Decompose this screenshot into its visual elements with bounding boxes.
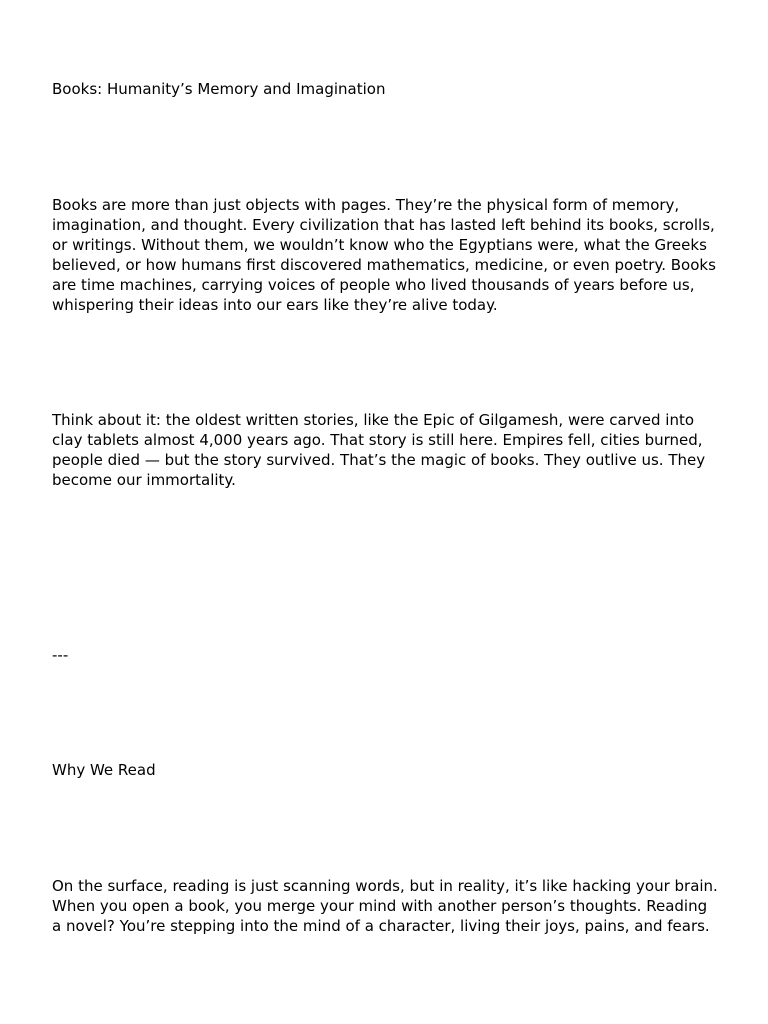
paragraph-books-memory: Books are more than just objects with pages. They’re the physical form of memory, imagination, and thought. Every civilization that has lasted left behind its books, scrolls, or writings. Without them, we wouldn’t know who the Egyptians were, what the Greeks believed, or how humans first discovered mathematics, medicine, or even poetry. Books are time machines, carrying voices of people who lived thousands of years before us, whispering their ideas into our ears like they’re alive today. [52,196,716,314]
document-title: Books: Humanity’s Memory and Imagination [52,80,386,98]
paragraph-why-we-read: On the surface, reading is just scanning words, but in reality, it’s like hacking your brain. When you open a book, you merge your mind with another person’s thoughts. Reading a novel? You’re stepping into the mind of a character, living their joys, pains, and fears. [52,877,718,935]
section-heading: Why We Read [52,761,156,779]
paragraph-gilgamesh: Think about it: the oldest written stories, like the Epic of Gilgamesh, were carved into clay tablets almost 4,000 years ago. That story is still here. Empires fell, cities burned, people died — but the story survived. That’s the magic of books. They outlive us. They become our immortality. [52,411,706,489]
section-separator: --- [52,646,69,664]
